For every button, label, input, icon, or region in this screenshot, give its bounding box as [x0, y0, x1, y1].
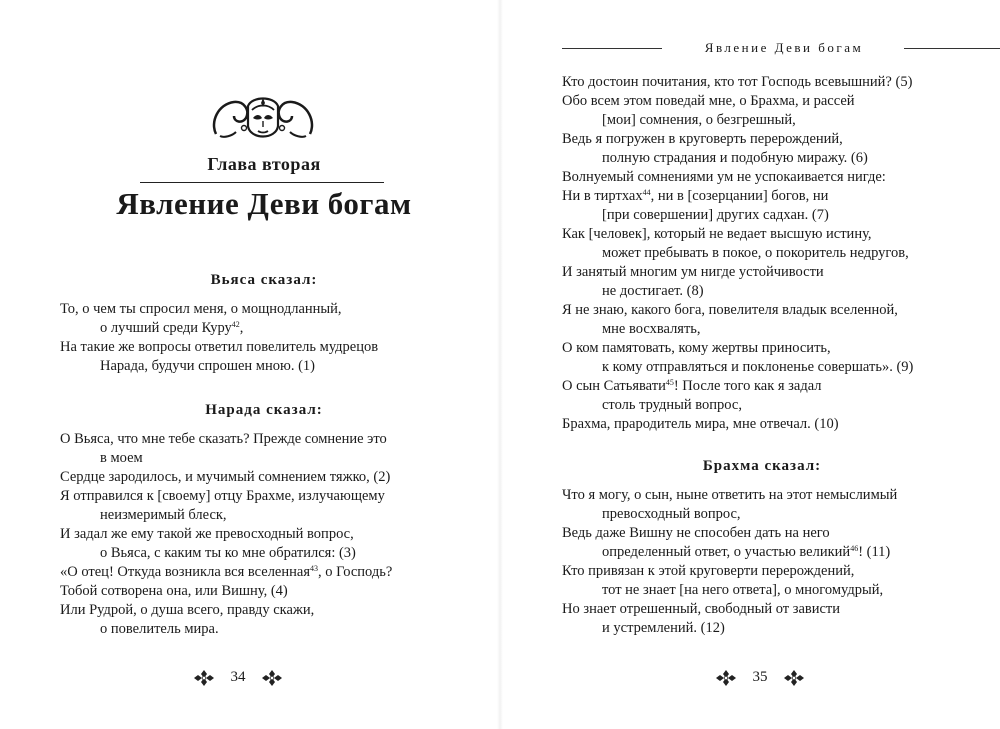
- floral-ornament-icon: [260, 668, 284, 688]
- verse-text: О Вьяса, что мне тебе сказать? Прежде сомнение это: [60, 431, 387, 447]
- speaker-heading: Вьяса сказал:: [210, 272, 318, 288]
- verse-text: Тобой сотворена она, или Вишну, (4): [60, 583, 288, 599]
- verse-text: Я отправился к [своему] отцу Брахме, излучающему: [60, 488, 385, 504]
- verse-text: о Вьяса, с каким ты ко мне обратился: (3): [100, 545, 356, 561]
- verse-line: [562, 206, 913, 225]
- verse-line: [562, 562, 897, 581]
- verse-line: [60, 319, 378, 338]
- verse-line: [60, 525, 392, 544]
- verse-text: О сын Сатьявати: [562, 378, 666, 394]
- verse-text: [мои] сомнения, о безгрешный,: [602, 112, 796, 128]
- running-header: [562, 40, 962, 60]
- verse-line: [562, 339, 913, 358]
- verse-text: О ком памятовать, кому жертвы приносить,: [562, 340, 831, 356]
- verse-line: [60, 544, 392, 563]
- verse-text: , ни в [созерцании] богов, ни: [650, 188, 829, 204]
- verse-text: Но знает отрешенный, свободный от зависти: [562, 601, 841, 617]
- verse-text: мне восхвалять,: [602, 321, 701, 337]
- verse-block: [562, 73, 913, 434]
- verse-text: Кто привязан к этой круговерти перерождений,: [562, 563, 855, 579]
- verse-text: ! После того как я задал: [673, 378, 822, 394]
- verse-line: [60, 430, 392, 449]
- header-rule: [904, 48, 1000, 49]
- verse-text: в моем: [100, 450, 143, 466]
- footnote-marker[interactable]: 43: [310, 564, 318, 573]
- verse-line: [562, 358, 913, 377]
- verse-text: Сердце зародилось, и мучимый сомнением тяжко, (2): [60, 469, 391, 485]
- verse-text: Брахма, прародитель мира, мне отвечал. (10): [562, 416, 839, 432]
- verse-line: [562, 301, 913, 320]
- verse-text: о повелитель мира.: [100, 621, 219, 637]
- verse-line: [60, 487, 392, 506]
- running-header-title: Явление Деви богам: [704, 40, 864, 55]
- verse-text: И задал же ему такой же превосходный вопрос,: [60, 526, 354, 542]
- verse-line: [562, 377, 913, 396]
- verse-text: столь трудный вопрос,: [602, 397, 742, 413]
- verse-line: [562, 92, 913, 111]
- verse-text: [при совершении] других садхан. (7): [602, 207, 829, 223]
- speaker-heading: Нарада сказал:: [205, 402, 323, 418]
- verse-text: Ведь я погружен в круговерть перерождений,: [562, 131, 843, 147]
- verse-line: [562, 149, 913, 168]
- verse-line: [60, 468, 392, 487]
- verse-line: [562, 263, 913, 282]
- footnote-marker[interactable]: 45: [665, 378, 674, 387]
- verse-line: [60, 506, 392, 525]
- verse-line: [562, 225, 913, 244]
- verse-line: [562, 244, 913, 263]
- verse-text: ! (11): [858, 544, 891, 560]
- verse-line: [60, 449, 392, 468]
- verse-text: Или Рудрой, о душа всего, правду скажи,: [60, 602, 315, 618]
- verse-line: [562, 415, 913, 434]
- verse-line: [562, 282, 913, 301]
- verse-line: [562, 320, 913, 339]
- speaker-heading: Брахма сказал:: [702, 458, 822, 474]
- verse-text: Я не знаю, какого бога, повелителя владык вселенной,: [562, 302, 898, 318]
- verse-line: [562, 130, 913, 149]
- verse-line: [562, 505, 897, 524]
- verse-line: [562, 581, 897, 600]
- verse-text: Ни в тиртхах: [562, 188, 643, 204]
- verse-line: [562, 600, 897, 619]
- verse-text: не достигает. (8): [602, 283, 704, 299]
- verse-line: [60, 357, 378, 376]
- verse-line: [562, 187, 913, 206]
- floral-ornament-icon: [192, 668, 216, 688]
- verse-line: [562, 168, 913, 187]
- verse-text: Ведь даже Вишну не способен дать на него: [562, 525, 830, 541]
- verse-line: [562, 486, 897, 505]
- verse-text: полную страдания и подобную миражу. (6): [602, 150, 868, 166]
- verse-text: ,: [239, 320, 244, 336]
- verse-line: [562, 73, 913, 92]
- chapter-label: Глава вторая: [207, 154, 321, 174]
- verse-block: [60, 430, 392, 639]
- verse-text: Нарада, будучи спрошен мною. (1): [100, 358, 315, 374]
- verse-text: На такие же вопросы ответил повелитель мудрецов: [60, 339, 379, 355]
- verse-text: к кому отправляться и поклоненье совершать». (9): [602, 359, 914, 375]
- verse-text: превосходный вопрос,: [602, 506, 741, 522]
- verse-text: То, о чем ты спросил меня, о мощнодланный,: [60, 301, 342, 317]
- verse-text: о лучший среди Куру: [100, 320, 232, 336]
- verse-line: [562, 524, 897, 543]
- verse-text: Волнуемый сомнениями ум не успокаивается нигде:: [562, 169, 886, 185]
- verse-text: Кто достоин почитания, кто тот Господь всевышний? (5): [562, 74, 913, 90]
- verse-text: Как [человек], который не ведает высшую истину,: [562, 226, 872, 242]
- verse-text: «О отец! Откуда возникла вся вселенная: [60, 564, 310, 580]
- page-number-footer: [710, 668, 810, 690]
- verse-line: [60, 338, 378, 357]
- header-rule: [562, 48, 662, 49]
- verse-text: может пребывать в покое, о покоритель недругов,: [602, 245, 909, 261]
- verse-text: Обо всем этом поведай мне, о Брахма, и рассей: [562, 93, 855, 109]
- floral-ornament-icon: [714, 668, 738, 688]
- devi-face-ornament-icon: [208, 92, 318, 147]
- page-number: 34: [230, 669, 246, 685]
- verse-text: определенный ответ, о участью великий: [602, 544, 851, 560]
- verse-text: тот не знает [на него ответа], о многомудрый,: [602, 582, 884, 598]
- page-number-footer: [188, 668, 288, 690]
- verse-text: Что я могу, о сын, ныне ответить на этот немыслимый: [562, 487, 898, 503]
- verse-line: [562, 619, 897, 638]
- right-page: [500, 0, 1000, 729]
- verse-line: [60, 620, 392, 639]
- verse-line: [60, 582, 392, 601]
- verse-block: [60, 300, 378, 376]
- verse-text: , о Господь?: [318, 564, 393, 580]
- verse-text: неизмеримый блеск,: [100, 507, 227, 523]
- verse-block: [562, 486, 897, 638]
- verse-line: [562, 111, 913, 130]
- verse-line: [60, 563, 392, 582]
- footnote-marker[interactable]: 44: [642, 188, 651, 197]
- verse-text: И занятый многим ум нигде устойчивости: [562, 264, 824, 280]
- footnote-marker[interactable]: 46: [850, 544, 859, 553]
- verse-text: и устремлений. (12): [602, 620, 725, 636]
- page-number: 35: [752, 669, 768, 685]
- footnote-marker[interactable]: 42: [231, 320, 240, 329]
- verse-line: [60, 300, 378, 319]
- verse-line: [562, 396, 913, 415]
- verse-line: [60, 601, 392, 620]
- floral-ornament-icon: [782, 668, 806, 688]
- verse-line: [562, 543, 897, 562]
- chapter-divider: [140, 182, 384, 183]
- chapter-title: Явление Деви богам: [116, 186, 412, 221]
